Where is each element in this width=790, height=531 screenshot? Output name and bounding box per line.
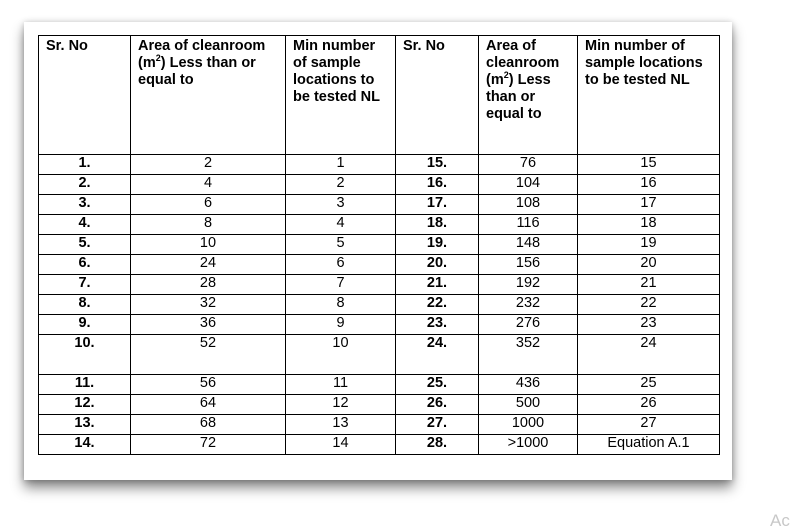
area-cell: 76 <box>479 155 578 175</box>
min-locations-cell: 23 <box>578 315 720 335</box>
table-row <box>39 175 720 195</box>
header-sr-no: Sr. No <box>39 36 131 155</box>
area-cell: 500 <box>479 395 578 415</box>
min-locations-cell: 11 <box>286 375 396 395</box>
sr-no-cell: 21. <box>396 275 479 295</box>
sr-no-cell: 27. <box>396 415 479 435</box>
area-cell: >1000 <box>479 435 578 455</box>
area-cell: 10 <box>131 235 286 255</box>
area-cell: 6 <box>131 195 286 215</box>
sr-no-cell: 22. <box>396 295 479 315</box>
header-sr-no-2: Sr. No <box>396 36 479 155</box>
min-locations-cell: 18 <box>578 215 720 235</box>
min-locations-cell: 20 <box>578 255 720 275</box>
min-locations-cell: 17 <box>578 195 720 215</box>
min-locations-cell: 10 <box>286 335 396 375</box>
sr-no-cell: 19. <box>396 235 479 255</box>
header-area: Area of cleanroom $(m^2)$ Less than or equal to <box>131 36 286 155</box>
table-row <box>39 235 720 255</box>
table-row <box>39 155 720 175</box>
sr-no-cell: 11. <box>39 375 131 395</box>
min-locations-cell: 1 <box>286 155 396 175</box>
header-min-locations: Min number of sample locations to be tested NL <box>286 36 396 155</box>
min-locations-cell: 8 <box>286 295 396 315</box>
min-locations-cell: 6 <box>286 255 396 275</box>
table-row <box>39 255 720 275</box>
area-cell: 28 <box>131 275 286 295</box>
sr-no-cell: 13. <box>39 415 131 435</box>
sr-no-cell: 24. <box>396 335 479 375</box>
min-locations-cell: 2 <box>286 175 396 195</box>
min-locations-cell: 7 <box>286 275 396 295</box>
sr-no-cell: 25. <box>396 375 479 395</box>
area-cell: 2 <box>131 155 286 175</box>
area-cell: 56 <box>131 375 286 395</box>
min-locations-cell: 21 <box>578 275 720 295</box>
area-cell: 68 <box>131 415 286 435</box>
min-locations-cell: 26 <box>578 395 720 415</box>
header-min-locations-2: Min number of sample locations to be tested NL <box>578 36 720 155</box>
min-locations-cell: 16 <box>578 175 720 195</box>
area-cell: 52 <box>131 335 286 375</box>
table-row <box>39 415 720 435</box>
sr-no-cell: 6. <box>39 255 131 275</box>
area-cell: 8 <box>131 215 286 235</box>
min-locations-cell: 4 <box>286 215 396 235</box>
area-cell: 36 <box>131 315 286 335</box>
area-cell: 72 <box>131 435 286 455</box>
area-cell: 116 <box>479 215 578 235</box>
table-row <box>39 375 720 395</box>
area-cell: 192 <box>479 275 578 295</box>
sr-no-cell: 3. <box>39 195 131 215</box>
table-header-row <box>39 36 720 155</box>
min-locations-cell: 3 <box>286 195 396 215</box>
sample-locations-table <box>38 35 720 455</box>
min-locations-cell: 14 <box>286 435 396 455</box>
min-locations-cell: 25 <box>578 375 720 395</box>
area-cell: 108 <box>479 195 578 215</box>
table-row <box>39 295 720 315</box>
sr-no-cell: 12. <box>39 395 131 415</box>
min-locations-cell: 13 <box>286 415 396 435</box>
min-locations-cell: 24 <box>578 335 720 375</box>
min-locations-cell: 19 <box>578 235 720 255</box>
sr-no-cell: 15. <box>396 155 479 175</box>
table-row <box>39 195 720 215</box>
table-row <box>39 335 720 375</box>
area-cell: 436 <box>479 375 578 395</box>
sr-no-cell: 26. <box>396 395 479 415</box>
area-cell: 148 <box>479 235 578 255</box>
table-row <box>39 435 720 455</box>
sr-no-cell: 2. <box>39 175 131 195</box>
sr-no-cell: 17. <box>396 195 479 215</box>
sr-no-cell: 20. <box>396 255 479 275</box>
header-area-2: Area of cleanroom $(m^2)$ Less than or equal to <box>479 36 578 155</box>
sr-no-cell: 8. <box>39 295 131 315</box>
table-row <box>39 215 720 235</box>
sr-no-cell: 16. <box>396 175 479 195</box>
sr-no-cell: 14. <box>39 435 131 455</box>
area-cell: 1000 <box>479 415 578 435</box>
min-locations-cell: 27 <box>578 415 720 435</box>
min-locations-cell: 22 <box>578 295 720 315</box>
sr-no-cell: 4. <box>39 215 131 235</box>
table-row <box>39 275 720 295</box>
area-cell: 276 <box>479 315 578 335</box>
area-cell: 24 <box>131 255 286 275</box>
area-cell: 352 <box>479 335 578 375</box>
area-cell: 32 <box>131 295 286 315</box>
sr-no-cell: 9. <box>39 315 131 335</box>
min-locations-cell: 12 <box>286 395 396 415</box>
min-locations-cell: Equation A.1 <box>578 435 720 455</box>
sr-no-cell: 23. <box>396 315 479 335</box>
sr-no-cell: 18. <box>396 215 479 235</box>
watermark-text: Ac <box>770 511 790 530</box>
sr-no-cell: 7. <box>39 275 131 295</box>
area-cell: 156 <box>479 255 578 275</box>
sr-no-cell: 10. <box>39 335 131 375</box>
sr-no-cell: 1. <box>39 155 131 175</box>
table-row <box>39 395 720 415</box>
area-cell: 64 <box>131 395 286 415</box>
min-locations-cell: 9 <box>286 315 396 335</box>
sr-no-cell: 5. <box>39 235 131 255</box>
area-cell: 232 <box>479 295 578 315</box>
document-page <box>24 22 790 530</box>
area-cell: 104 <box>479 175 578 195</box>
min-locations-cell: 5 <box>286 235 396 255</box>
sr-no-cell: 28. <box>396 435 479 455</box>
min-locations-cell: 15 <box>578 155 720 175</box>
table-row <box>39 315 720 335</box>
area-cell: 4 <box>131 175 286 195</box>
